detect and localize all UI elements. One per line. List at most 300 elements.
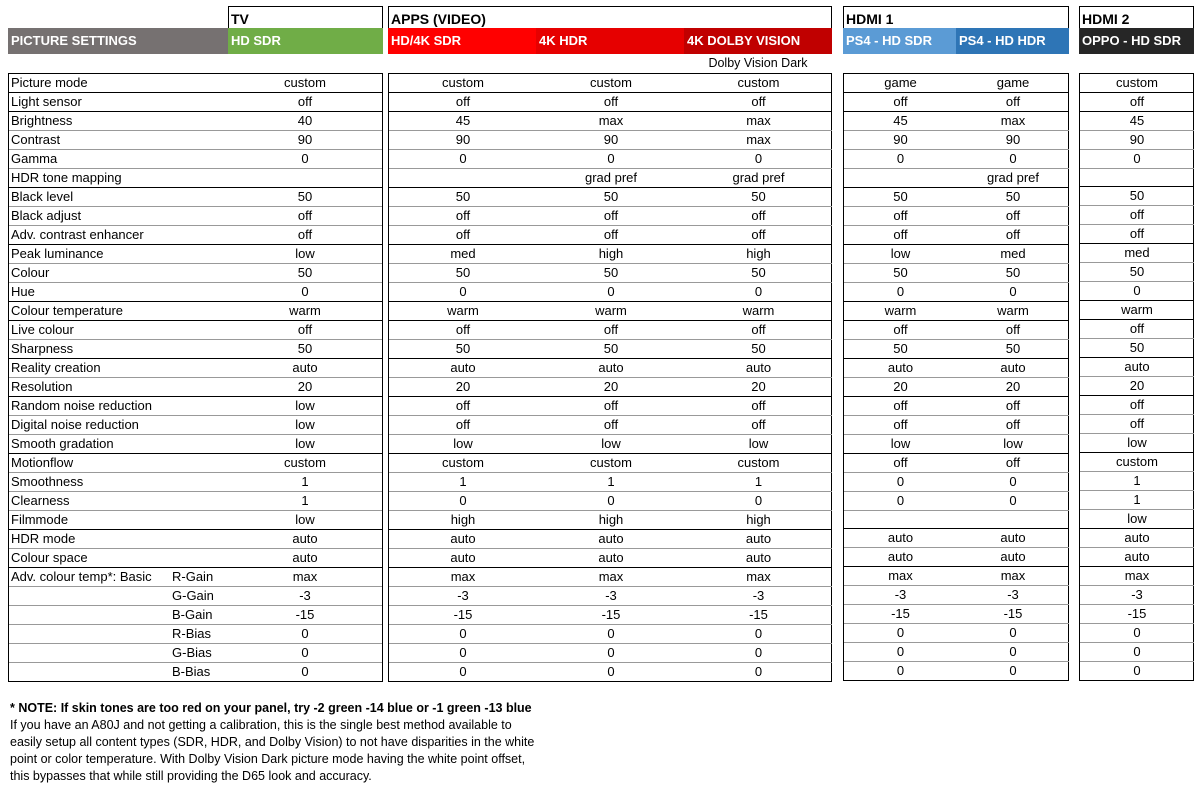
- table-row: [389, 625, 832, 644]
- setting-value: off: [957, 207, 1069, 226]
- table-row: [9, 226, 382, 245]
- setting-value: off: [537, 93, 685, 112]
- setting-value: 1: [228, 473, 382, 492]
- setting-value: auto: [389, 359, 537, 378]
- table-row: [844, 112, 1069, 131]
- setting-value: off: [537, 226, 685, 245]
- setting-value: -15: [389, 606, 537, 625]
- table-row: [389, 435, 832, 454]
- setting-value: 0: [844, 662, 957, 681]
- setting-value: 45: [1080, 112, 1194, 131]
- setting-value: 20: [389, 378, 537, 397]
- row-label-text: Black adjust: [11, 208, 82, 223]
- setting-value: off: [685, 397, 832, 416]
- setting-value: auto: [844, 548, 957, 567]
- row-label-text: Brightness: [11, 113, 73, 128]
- setting-value: 50: [685, 188, 832, 207]
- setting-value: off: [844, 397, 957, 416]
- setting-value: off: [685, 226, 832, 245]
- table-row: [1080, 453, 1194, 472]
- setting-value: auto: [228, 359, 382, 378]
- table-row: [844, 548, 1069, 567]
- setting-value: off: [1080, 396, 1194, 415]
- table-row: [389, 226, 832, 245]
- table-row: [9, 169, 382, 188]
- table-row: [9, 454, 382, 473]
- table-row: [844, 397, 1069, 416]
- settings-table: [844, 74, 1069, 680]
- settings-table-box: [8, 73, 383, 682]
- footnote-line: this bypasses that while still providing the D65 look and accuracy.: [10, 769, 372, 783]
- row-label: [9, 378, 228, 397]
- setting-value: low: [389, 435, 537, 454]
- table-row: [9, 112, 382, 131]
- setting-value: 0: [228, 625, 382, 644]
- table-row: [389, 568, 832, 587]
- row-label: [9, 530, 228, 549]
- setting-value: off: [685, 207, 832, 226]
- row-label: [9, 264, 228, 283]
- setting-value: 20: [957, 378, 1069, 397]
- table-row: [389, 112, 832, 131]
- setting-value: off: [957, 226, 1069, 245]
- table-row: [9, 397, 382, 416]
- row-label: [9, 549, 228, 568]
- setting-value: game: [996, 75, 1030, 90]
- setting-value: off: [228, 226, 382, 245]
- setting-value: 50: [844, 264, 957, 283]
- setting-value: max: [685, 568, 832, 587]
- setting-value: -15: [844, 605, 957, 624]
- table-row: [9, 150, 382, 169]
- setting-value: auto: [685, 549, 832, 568]
- header-note-row: [843, 54, 1069, 73]
- setting-value: 0: [685, 283, 832, 302]
- table-row: [844, 643, 1069, 662]
- setting-value: high: [685, 245, 832, 264]
- table-row: [9, 359, 382, 378]
- table-row: [9, 378, 382, 397]
- setting-value: -15: [685, 606, 832, 625]
- table-row: [844, 283, 1069, 302]
- table-row: [1080, 643, 1194, 662]
- setting-value: off: [1080, 415, 1194, 434]
- setting-value: [844, 169, 957, 188]
- table-row: [844, 169, 1069, 188]
- setting-value: off: [957, 93, 1069, 112]
- row-label-text: Light sensor: [11, 94, 82, 109]
- setting-value: off: [685, 321, 832, 340]
- setting-value: low: [228, 397, 382, 416]
- table-row: [844, 93, 1069, 112]
- setting-value: 50: [537, 264, 685, 283]
- setting-value: max: [537, 568, 685, 587]
- setting-value: 0: [228, 644, 382, 663]
- table-row: [1080, 662, 1194, 681]
- row-sublabel: G-Gain: [172, 588, 214, 603]
- setting-value: 50: [957, 264, 1069, 283]
- row-label-text: Adv. contrast enhancer: [11, 227, 144, 242]
- setting-value: off: [1080, 206, 1194, 225]
- setting-value: max: [957, 112, 1069, 131]
- table-row: [389, 321, 832, 340]
- table-row: [844, 435, 1069, 454]
- row-label-text: Contrast: [11, 132, 61, 147]
- row-label: [9, 625, 228, 644]
- setting-value: low: [1080, 510, 1194, 529]
- row-label-text: Sharpness: [11, 341, 74, 356]
- setting-value: med: [1080, 244, 1194, 263]
- table-row: [9, 74, 382, 93]
- setting-value: 50: [389, 340, 537, 359]
- setting-value: -15: [1080, 605, 1194, 624]
- setting-value: off: [389, 226, 537, 245]
- row-label-text: Live colour: [11, 322, 74, 337]
- row-label-text: Clearness: [11, 493, 70, 508]
- setting-value: 0: [957, 283, 1069, 302]
- group-header-row: [843, 28, 1069, 54]
- row-label: [9, 416, 228, 435]
- table-row: [1080, 586, 1194, 605]
- row-label: [9, 150, 228, 169]
- setting-value: 1: [685, 473, 832, 492]
- table-row: [844, 605, 1069, 624]
- table-row: [844, 226, 1069, 245]
- table-row: [1080, 415, 1194, 434]
- settings-table-box: [388, 73, 832, 682]
- setting-value: 0: [957, 624, 1069, 643]
- setting-value: 20: [685, 378, 832, 397]
- table-row: [9, 663, 382, 682]
- setting-value: max: [685, 112, 832, 131]
- row-label: [9, 473, 228, 492]
- setting-value: 50: [228, 188, 382, 207]
- setting-value: off: [685, 416, 832, 435]
- setting-value: off: [228, 93, 382, 112]
- setting-value: custom: [737, 75, 780, 90]
- table-row: [389, 207, 832, 226]
- table-row: [844, 454, 1069, 473]
- footnote-line: If you have an A80J and not getting a calibration, this is the single best method available to: [10, 718, 512, 732]
- footnote-bold: * NOTE: If skin tones are too red on your panel, try -2 green -14 blue or -1 green -13 blue: [10, 701, 532, 715]
- table-row: [1080, 93, 1194, 112]
- row-label-text: Picture mode: [11, 75, 88, 90]
- group-title: TV: [228, 6, 383, 28]
- header-note-row: [8, 54, 383, 73]
- table-row: [9, 435, 382, 454]
- dolby-vision-note: Dolby Vision Dark: [708, 56, 808, 70]
- table-row: [844, 567, 1069, 586]
- table-row: [9, 416, 382, 435]
- column-group: [388, 6, 832, 682]
- setting-value: 0: [537, 150, 685, 169]
- column-header: 4K DOLBY VISION: [684, 28, 832, 54]
- setting-value: 50: [685, 264, 832, 283]
- row-label: [9, 302, 228, 321]
- setting-value: 50: [957, 340, 1069, 359]
- setting-value: 0: [537, 663, 685, 682]
- table-row: [9, 302, 382, 321]
- row-label-text: HDR mode: [11, 531, 76, 546]
- setting-value: low: [844, 245, 957, 264]
- setting-value: low: [844, 435, 957, 454]
- table-row: [389, 93, 832, 112]
- table-row: [1080, 74, 1194, 93]
- setting-value: custom: [1080, 453, 1194, 472]
- setting-value: -3: [389, 587, 537, 606]
- setting-value: -3: [1080, 586, 1194, 605]
- setting-value: med: [957, 245, 1069, 264]
- table-row: [9, 321, 382, 340]
- setting-value: low: [228, 511, 382, 530]
- setting-value: off: [957, 416, 1069, 435]
- table-row: [9, 188, 382, 207]
- table-row: [1080, 282, 1194, 301]
- setting-value: 90: [537, 131, 685, 150]
- setting-value: 0: [537, 644, 685, 663]
- setting-value: auto: [389, 530, 537, 549]
- setting-value: warm: [1080, 301, 1194, 320]
- setting-value: 20: [228, 378, 382, 397]
- setting-value: auto: [1080, 529, 1194, 548]
- row-sublabel: R-Gain: [172, 569, 214, 584]
- setting-value: 45: [844, 112, 957, 131]
- table-row: [389, 454, 832, 473]
- setting-value: -3: [844, 586, 957, 605]
- setting-value: 0: [957, 473, 1069, 492]
- setting-value: off: [844, 226, 957, 245]
- setting-value: 0: [685, 492, 832, 511]
- setting-value: grad pref: [957, 169, 1069, 188]
- row-label: [9, 245, 228, 264]
- setting-value: off: [228, 321, 382, 340]
- setting-value: off: [844, 416, 957, 435]
- setting-value: 50: [844, 188, 957, 207]
- setting-value: 20: [1080, 377, 1194, 396]
- row-label-text: Reality creation: [11, 360, 101, 375]
- setting-value: auto: [537, 549, 685, 568]
- setting-value: 1: [1080, 491, 1194, 510]
- setting-value: max: [1080, 567, 1194, 586]
- table-row: [1080, 225, 1194, 244]
- settings-table: [9, 74, 382, 681]
- table-row: [389, 264, 832, 283]
- row-label-text: Random noise reduction: [11, 398, 152, 413]
- table-row: [844, 359, 1069, 378]
- table-row: [844, 150, 1069, 169]
- table-row: [9, 264, 382, 283]
- header-note-row: [388, 54, 832, 73]
- setting-value: 50: [1080, 263, 1194, 282]
- setting-value: 50: [537, 340, 685, 359]
- column-group: [843, 6, 1069, 681]
- table-row: [844, 529, 1069, 548]
- row-label: [9, 226, 228, 245]
- table-row: [9, 530, 382, 549]
- row-label-text: HDR tone mapping: [11, 170, 122, 185]
- setting-value: custom: [284, 75, 326, 90]
- setting-value: -15: [228, 606, 382, 625]
- setting-value: med: [389, 245, 537, 264]
- setting-value: high: [537, 245, 685, 264]
- setting-value: auto: [957, 359, 1069, 378]
- setting-value: 0: [1080, 282, 1194, 301]
- setting-value: off: [844, 454, 957, 473]
- setting-value: 1: [389, 473, 537, 492]
- table-row: [1080, 472, 1194, 491]
- table-row: [389, 473, 832, 492]
- setting-value: auto: [537, 359, 685, 378]
- table-row: [844, 492, 1069, 511]
- row-label: [9, 283, 228, 302]
- row-label: [9, 169, 228, 188]
- settings-header: PICTURE SETTINGS: [8, 28, 228, 54]
- setting-value: 40: [228, 112, 382, 131]
- table-row: [844, 74, 1069, 93]
- setting-value: 0: [389, 492, 537, 511]
- table-row: [9, 131, 382, 150]
- setting-value: 50: [1080, 339, 1194, 358]
- setting-value: 50: [228, 340, 382, 359]
- row-label-text: Colour temperature: [11, 303, 123, 318]
- setting-value: custom: [537, 454, 685, 473]
- setting-value: 90: [844, 131, 957, 150]
- setting-value: 0: [844, 283, 957, 302]
- row-label-text: Gamma: [11, 151, 58, 166]
- table-row: [1080, 320, 1194, 339]
- table-row: [389, 340, 832, 359]
- setting-value: [389, 169, 537, 188]
- setting-value: 0: [685, 625, 832, 644]
- setting-value: 0: [389, 644, 537, 663]
- table-row: [389, 188, 832, 207]
- table-row: [389, 74, 832, 93]
- setting-value: off: [389, 416, 537, 435]
- setting-value: high: [389, 511, 537, 530]
- row-label-text: Resolution: [11, 379, 73, 394]
- row-label-text: Smooth gradation: [11, 436, 114, 451]
- row-label: [9, 492, 228, 511]
- setting-value: off: [844, 207, 957, 226]
- setting-value: low: [537, 435, 685, 454]
- table-row: [389, 131, 832, 150]
- setting-value: 0: [389, 283, 537, 302]
- setting-value: -3: [537, 587, 685, 606]
- table-row: [389, 283, 832, 302]
- setting-value: -15: [957, 605, 1069, 624]
- setting-value: custom: [1116, 75, 1158, 90]
- row-label: [9, 207, 228, 226]
- setting-value: auto: [685, 359, 832, 378]
- table-row: [844, 302, 1069, 321]
- settings-table: [1080, 74, 1194, 680]
- group-header-row: [388, 28, 832, 54]
- setting-value: [1080, 169, 1194, 187]
- row-label-text: Adv. colour temp*: Basic: [11, 569, 152, 584]
- setting-value: auto: [389, 549, 537, 568]
- setting-value: custom: [389, 454, 537, 473]
- table-row: [389, 416, 832, 435]
- setting-value: 0: [844, 150, 957, 169]
- table-row: [1080, 131, 1194, 150]
- setting-value: off: [957, 454, 1069, 473]
- row-label: [9, 568, 228, 587]
- footnote: [10, 700, 550, 785]
- table-row: [844, 264, 1069, 283]
- footnote-line: easily setup all content types (SDR, HDR, and Dolby Vision) to not have disparities in the white: [10, 735, 535, 749]
- setting-value: off: [1080, 320, 1194, 339]
- group-title: HDMI 1: [843, 6, 1069, 28]
- setting-value: off: [389, 321, 537, 340]
- table-row: [844, 245, 1069, 264]
- row-label: [9, 188, 228, 207]
- setting-value: 0: [1080, 150, 1194, 169]
- setting-value: max: [389, 568, 537, 587]
- table-row: [389, 587, 832, 606]
- table-row: [844, 131, 1069, 150]
- table-row: [9, 207, 382, 226]
- table-row: [9, 568, 382, 587]
- setting-value: max: [685, 131, 832, 150]
- table-row: [1080, 548, 1194, 567]
- table-row: [9, 340, 382, 359]
- setting-value: -15: [537, 606, 685, 625]
- setting-value: 0: [1080, 643, 1194, 662]
- table-row: [9, 549, 382, 568]
- setting-value: auto: [1080, 358, 1194, 377]
- setting-value: auto: [844, 529, 957, 548]
- table-row: [389, 530, 832, 549]
- setting-value: warm: [389, 302, 537, 321]
- row-label: [9, 435, 228, 454]
- setting-value: 50: [537, 188, 685, 207]
- table-row: [389, 378, 832, 397]
- table-row: [844, 662, 1069, 681]
- setting-value: off: [685, 93, 832, 112]
- setting-value: warm: [228, 302, 382, 321]
- table-row: [389, 606, 832, 625]
- table-row: [1080, 434, 1194, 453]
- setting-value: -3: [228, 587, 382, 606]
- setting-value: warm: [685, 302, 832, 321]
- setting-value: max: [228, 568, 382, 587]
- setting-value: low: [228, 435, 382, 454]
- table-row: [9, 245, 382, 264]
- column-header: PS4 - HD HDR: [956, 28, 1069, 54]
- table-row: [9, 606, 382, 625]
- setting-value: grad pref: [537, 169, 685, 188]
- setting-value: auto: [844, 359, 957, 378]
- setting-value: 50: [389, 264, 537, 283]
- row-label: [9, 511, 228, 530]
- row-sublabel: G-Bias: [172, 645, 212, 660]
- group-header-row: [8, 28, 383, 54]
- setting-value: low: [228, 245, 382, 264]
- row-label: [9, 340, 228, 359]
- setting-value: auto: [537, 530, 685, 549]
- setting-value: [228, 169, 382, 188]
- row-label-text: Colour: [11, 265, 50, 280]
- row-label: [9, 112, 228, 131]
- column-group: [1079, 6, 1194, 681]
- setting-value: max: [537, 112, 685, 131]
- table-row: [1080, 567, 1194, 586]
- table-row: [844, 321, 1069, 340]
- row-label-text: Hue: [11, 284, 35, 299]
- table-row: [844, 188, 1069, 207]
- table-row: [1080, 263, 1194, 282]
- row-label: [9, 321, 228, 340]
